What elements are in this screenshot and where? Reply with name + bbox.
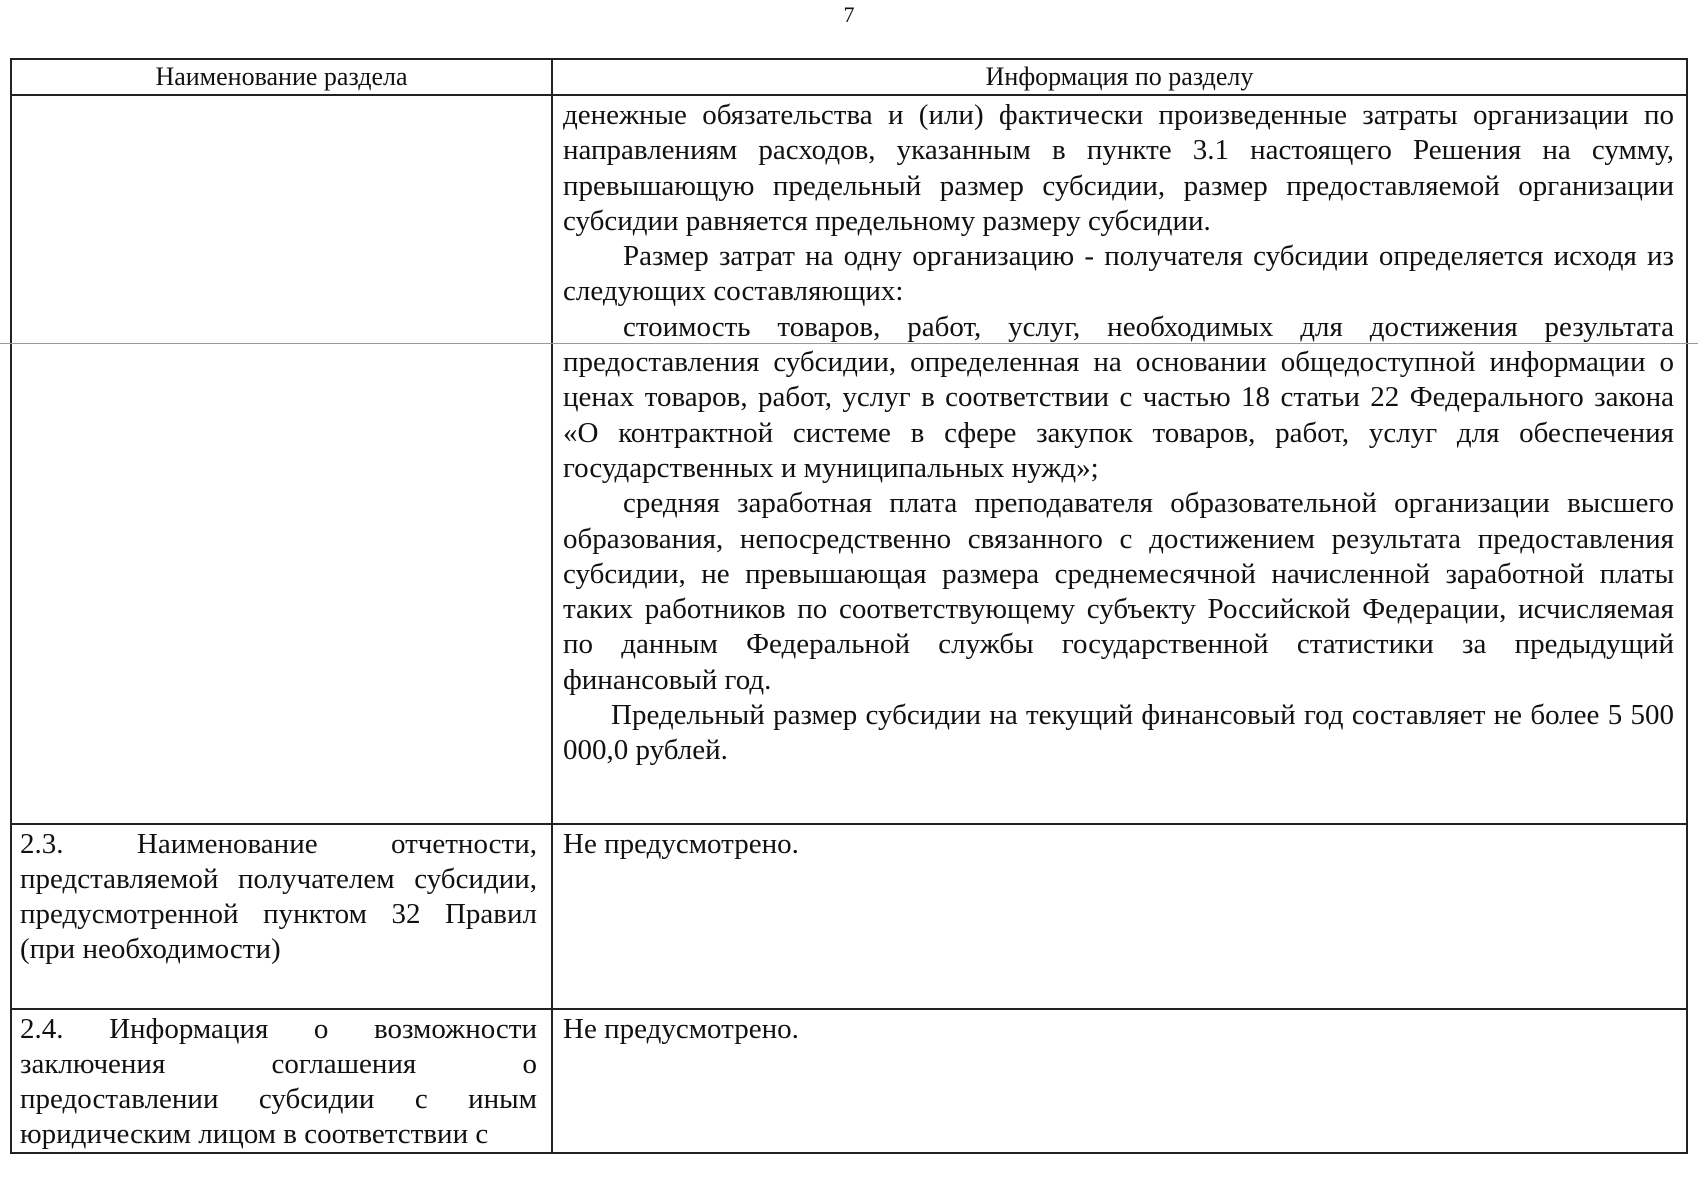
table-header-row	[11, 59, 1687, 95]
table-row	[11, 95, 1687, 824]
row-info-cell: Не предусмотрено.	[552, 824, 1687, 1009]
info-paragraph: средняя заработная плата преподавателя образовательной организации высшего образования, непосредственно связанного с достижением результата предоставления субсидии, не превышающая размера среднемесячной начисленной заработной платы таких работников по соответствующему субъекту Российской Федерации, исчисляемая по данным Федеральной службы государственной статистики за предыдущий финансовый год.	[563, 487, 1674, 696]
table-row	[11, 824, 1687, 1009]
section-info-table	[10, 58, 1688, 1154]
info-paragraph: денежные обязательства и (или) фактически произведенные затраты организации по направлениям расходов, указанным в пункте 3.1 настоящего Решения на сумму, превышающую предельный размер субсидии, размер предоставляемой организации субсидии равняется предельному размеру субсидии.	[563, 99, 1674, 237]
header-section-info: Информация по разделу	[552, 59, 1687, 95]
info-paragraph: Предельный размер субсидии на текущий финансовый год составляет не более 5 500 000,0 рублей.	[563, 699, 1674, 767]
scan-artifact-line	[0, 343, 1698, 344]
info-paragraph: стоимость товаров, работ, услуг, необходимых для достижения результата предоставления субсидии, определенная на основании общедоступной информации о ценах товаров, работ, услуг в соответствии с частью 18 статьи 22 Федерального закона «О контрактной системе в сфере закупок товаров, работ, услуг для обеспечения государственных и муниципальных нужд»;	[563, 310, 1674, 484]
row-name-cell: 2.4. Информация о возможности заключения соглашения о предоставлении субсидии с иным юридическим лицом в соответствии с	[11, 1009, 552, 1153]
row-info-cell: Не предусмотрено.	[552, 1009, 1687, 1153]
page-number: 7	[843, 2, 855, 27]
header-section-name: Наименование раздела	[11, 59, 552, 95]
info-paragraph: Размер затрат на одну организацию - получателя субсидии определяется исходя из следующих составляющих:	[563, 240, 1674, 308]
row-name-cell: 2.3. Наименование отчетности, представляемой получателем субсидии, предусмотренной пунктом 32 Правил (при необходимости)	[11, 824, 552, 1009]
table-row	[11, 1009, 1687, 1153]
row-name-cell-empty	[11, 95, 552, 824]
row-info-cell	[552, 95, 1687, 824]
